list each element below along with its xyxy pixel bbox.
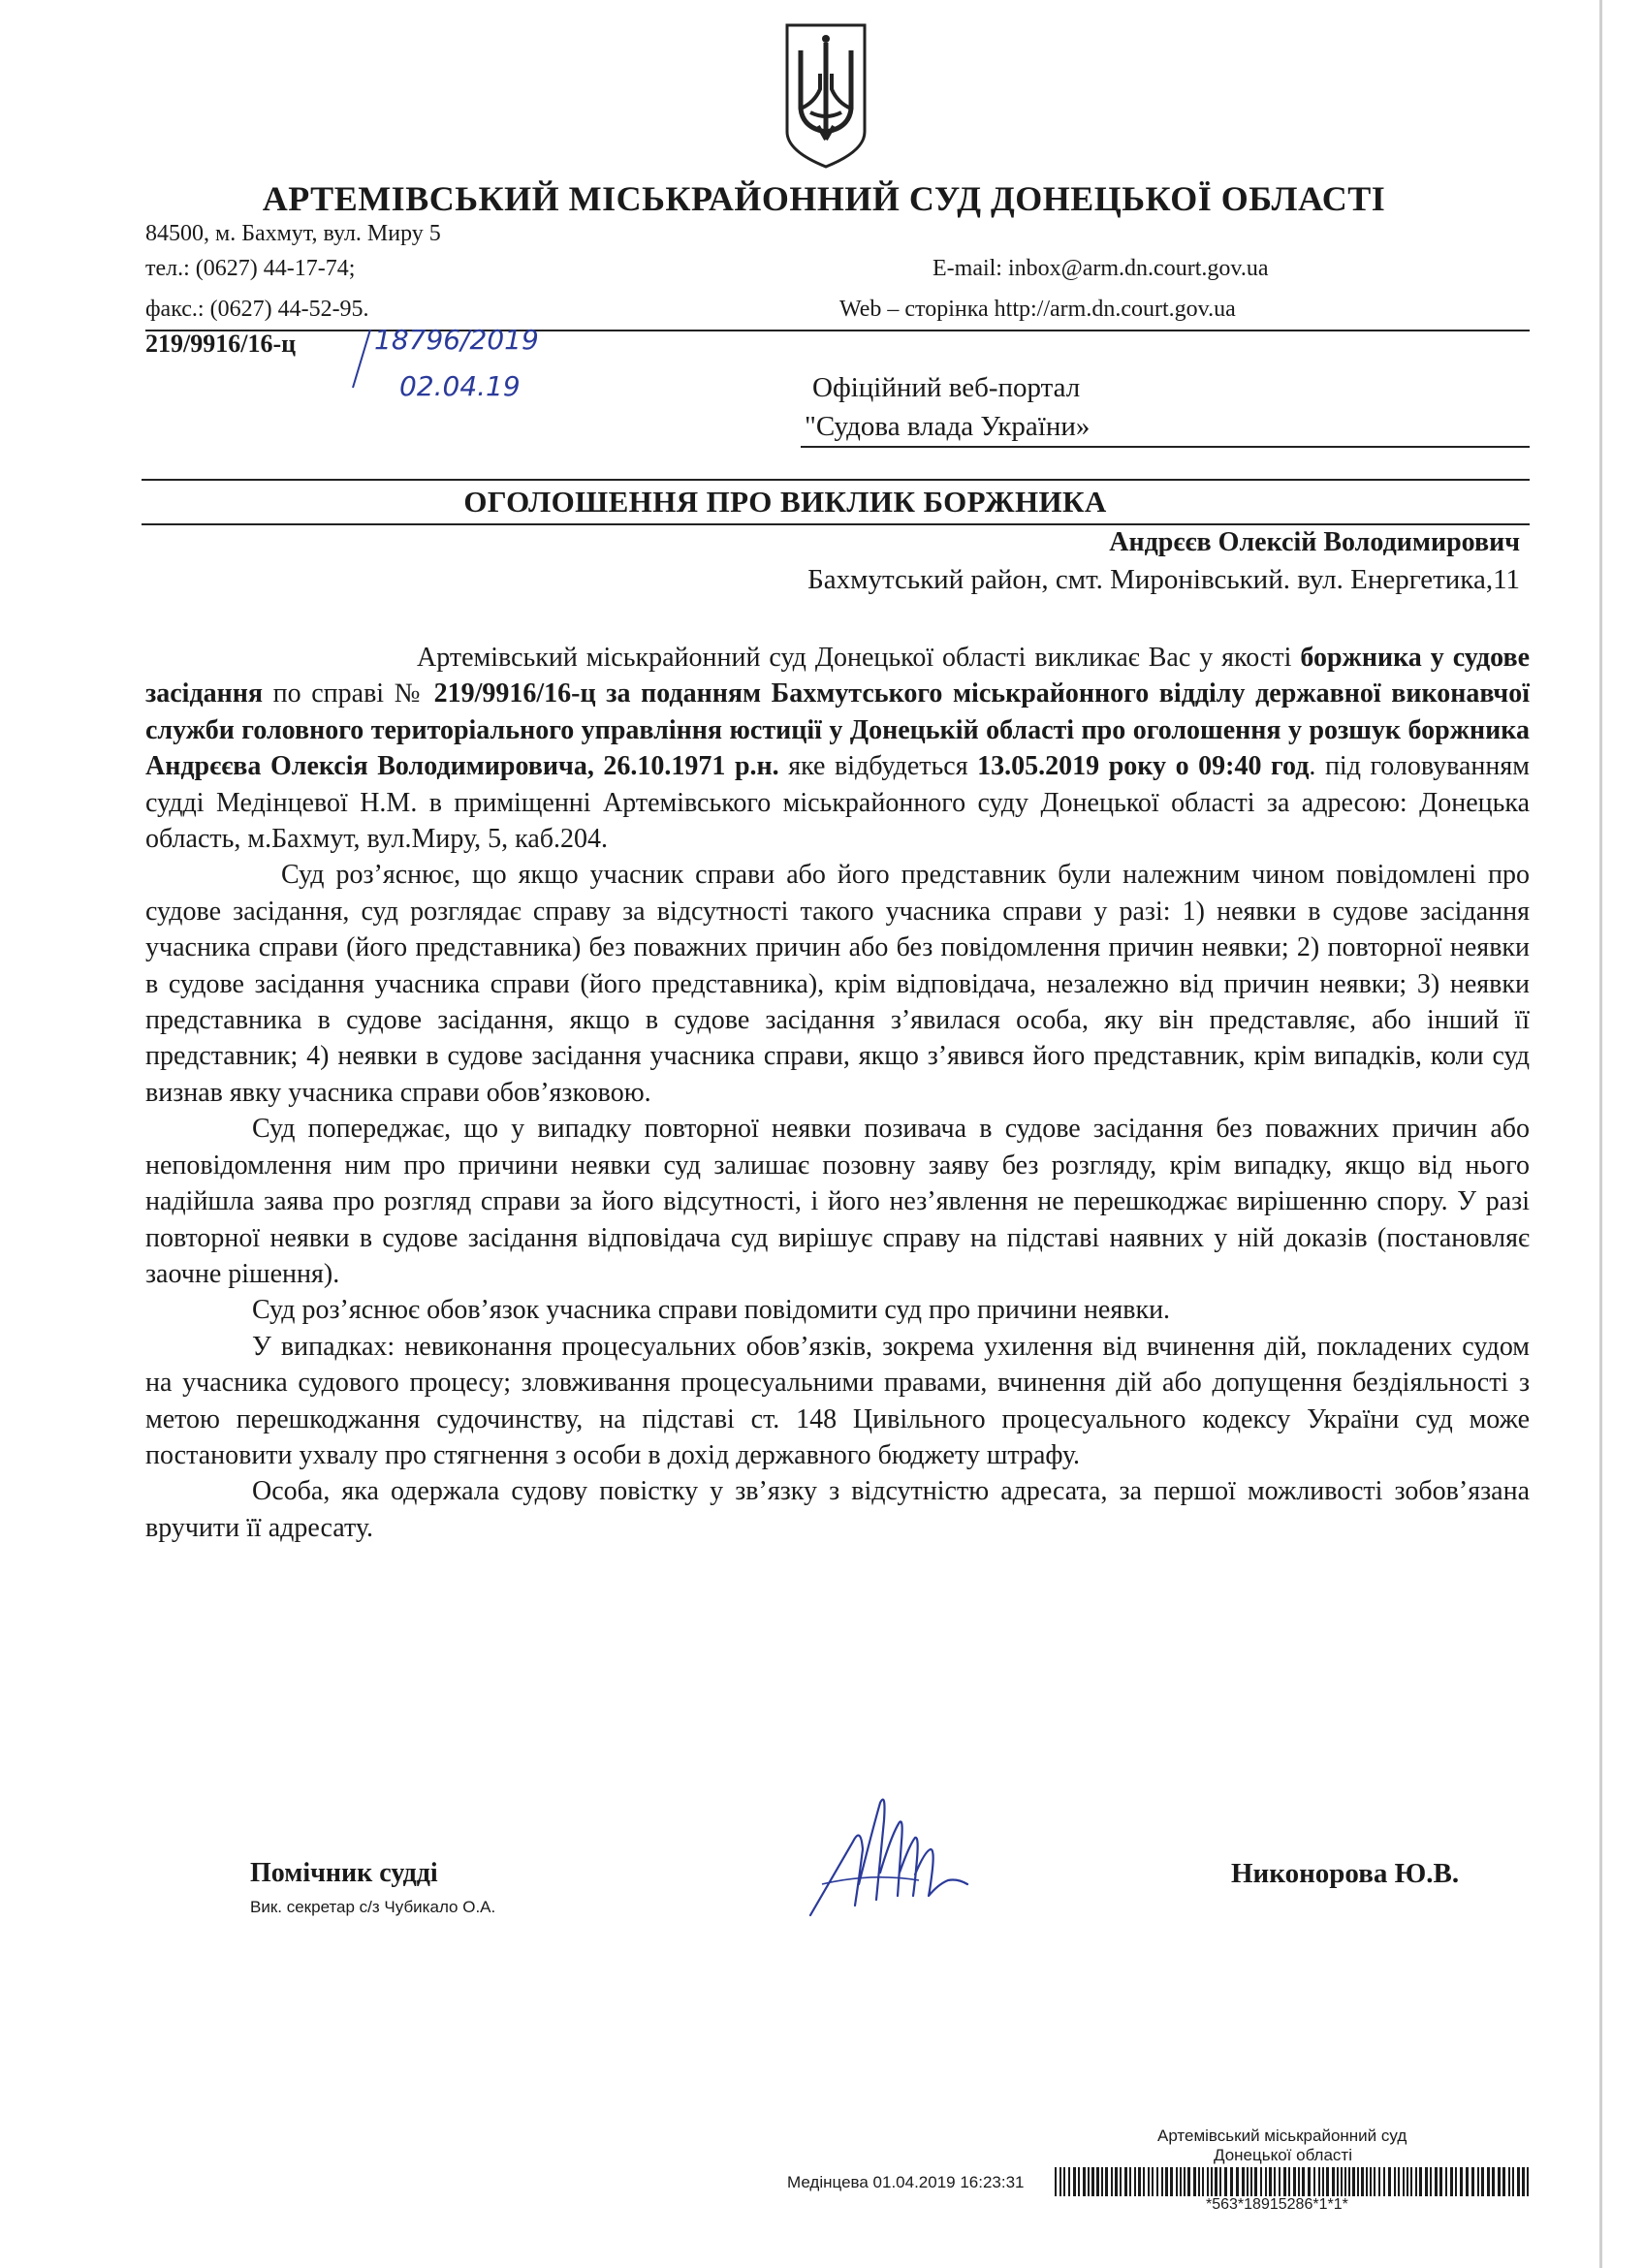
document-title: ОГОЛОШЕННЯ ПРО ВИКЛИК БОРЖНИКА [463, 485, 1107, 519]
paragraph-absence-rules: Суд роз’яснює, що якщо учасник справи або його представник були належним чином повідомлені про судове засідання, суд розглядає справу за відсутності такого учасника справи у разі: 1) неявки в судове засідання учасника справи (його представника) без поважних причин або без повідомлення причин неявки; 2) повторної неявки в судове засідання учасника справи (його представника), крім відповідача, незалежно від причин неявки; 3) неявки представника в судове засідання, якщо в судове засідання з’явилася особа, яку він представляє, або інший її представник; 4) неявки в судове засідання учасника справи, якщо з’явився його представник, крім випадків, коли суд визнав явку учасника справи обов’язковою. [145, 860, 1530, 1108]
barcode-bar [1374, 2167, 1375, 2196]
barcode-bar [1193, 2167, 1196, 2196]
barcode-bar [1308, 2167, 1311, 2196]
barcode-bar [1293, 2167, 1296, 2196]
barcode-bar [1073, 2167, 1076, 2196]
barcode-bar [1202, 2167, 1204, 2196]
barcode-bar [1517, 2167, 1520, 2196]
barcode-bar [1224, 2167, 1227, 2196]
barcode-bar [1247, 2167, 1249, 2196]
barcode-bar [1388, 2167, 1391, 2196]
coat-of-arms-emblem [781, 17, 870, 171]
barcode-bar [1096, 2167, 1099, 2196]
barcode-bar [1477, 2167, 1479, 2196]
barcode-bar [1460, 2167, 1463, 2196]
barcode-bar [1134, 2167, 1136, 2196]
barcode-bar [1450, 2167, 1453, 2196]
barcode-bar [1337, 2167, 1339, 2196]
barcode-bar [1370, 2167, 1372, 2196]
barcode-bar [1466, 2167, 1469, 2196]
handwritten-signature [803, 1791, 977, 1927]
barcode-bar [1279, 2167, 1280, 2196]
barcode-bar [1435, 2167, 1438, 2196]
barcode-bar [1341, 2167, 1343, 2196]
court-phone: тел.: (0627) 44-17-74; [145, 256, 356, 281]
barcode-bar [1288, 2167, 1290, 2196]
title-top-rule [142, 479, 1530, 481]
barcode-bar [1283, 2167, 1286, 2196]
barcode-bar [1352, 2167, 1355, 2196]
barcode-bar [1111, 2167, 1113, 2196]
executor-note: Вик. секретар с/з Чубикало О.А. [250, 1898, 496, 1916]
signatory-title: Помічник судді [250, 1858, 438, 1888]
barcode-bar [1242, 2167, 1245, 2196]
barcode-bar [1101, 2167, 1103, 2196]
barcode-bar [1124, 2167, 1127, 2196]
document-body [145, 640, 1530, 1546]
paragraph-delivery: Особа, яка одержала судову повістку у зв’язку з відсутністю адресата, за першої можливості зобов’язана вручити її адресату. [145, 1476, 1530, 1543]
barcode-bar [1508, 2167, 1510, 2196]
barcode-bar [1068, 2167, 1070, 2196]
barcode-bar [1302, 2167, 1305, 2196]
handwritten-slash [347, 326, 376, 394]
stamp-court-line-1: Артемівський міськрайонний суд [1157, 2126, 1407, 2145]
barcode-bar [1088, 2167, 1090, 2196]
barcode-bar [1322, 2167, 1324, 2196]
barcode-bar [1138, 2167, 1141, 2196]
barcode-bar [1487, 2167, 1490, 2196]
barcode-bar [1083, 2167, 1086, 2196]
barcode-bar [1129, 2167, 1131, 2196]
barcode-bar [1398, 2167, 1400, 2196]
stamp-operator-timestamp: Медінцева 01.04.2019 16:23:31 [787, 2173, 1025, 2191]
barcode-bar [1348, 2167, 1350, 2196]
barcode-bar [1156, 2167, 1158, 2196]
barcode-bar [1161, 2167, 1163, 2196]
barcode-bar [1269, 2167, 1272, 2196]
barcode-bar [1148, 2167, 1150, 2196]
barcode-bar [1344, 2167, 1346, 2196]
barcode-bar [1445, 2167, 1447, 2196]
barcode-bar [1502, 2167, 1505, 2196]
court-fax: факс.: (0627) 44-52-95. [145, 297, 369, 322]
barcode-bar [1366, 2167, 1368, 2196]
barcode-bar [1492, 2167, 1495, 2196]
addressee-address: Бахмутський район, смт. Миронівський. вул. Енергетика,11 [807, 564, 1520, 595]
recipient-line-2: "Судова влада України» [805, 411, 1091, 442]
paragraph-duty: Суд роз’яснює обов’язок учасника справи повідомити суд про причини неявки. [252, 1295, 1171, 1326]
barcode-bar [1415, 2167, 1417, 2196]
barcode-bar [1078, 2167, 1080, 2196]
barcode-bar [1091, 2167, 1094, 2196]
barcode-bar [1152, 2167, 1154, 2196]
recipient-rule [801, 446, 1530, 448]
barcode-bar [1260, 2167, 1262, 2196]
barcode-bar [1165, 2167, 1168, 2196]
handwritten-outgoing-number: 18796/2019 [374, 324, 539, 356]
addressee-name: Андрєєв Олексій Володимирович [1109, 527, 1520, 557]
barcode-bar [1236, 2167, 1239, 2196]
barcode-bar [1498, 2167, 1501, 2196]
paragraph-warning: Суд попереджає, що у випадку повторної неявки позивача в судове засідання без поважних причин або неповідомлення ним про причини неявки суд залишає позовну заяву без розгляду, крім випадку, якщо від нього надійшла заява про розгляд справи за його відсутності, і його нез’явлення не перешкоджає вирішенню спору. У разі повторної неявки в судове засідання відповідача суд вирішує справу на підставі наявних у ній доказів (постановляє заочне рішення). [145, 1114, 1530, 1289]
barcode-bar [1184, 2167, 1186, 2196]
court-name: АРТЕМІВСЬКИЙ МІСЬКРАЙОННИЙ СУД ДОНЕЦЬКОЇ ОБЛАСТІ [262, 179, 1386, 218]
barcode-bar [1361, 2167, 1364, 2196]
barcode-bar [1318, 2167, 1320, 2196]
case-number: 219/9916/16-ц [145, 330, 297, 358]
barcode-number: *563*18915286*1*1* [1206, 2196, 1348, 2213]
barcode-bar [1298, 2167, 1300, 2196]
paragraph-penalty: У випадках: невиконання процесуальних обов’язків, зокрема ухилення від вчинення дій, покладених судом на учасника судового процесу; зловживання процесуальними правами, вчинення дій або допущення бездіяльності з метою перешкоджання судочинству, на підставі ст. 148 Цивільного процесуального кодексу України суд може постановити ухвалу про стягнення з особи в дохід державного бюджету штрафу. [145, 1331, 1530, 1470]
barcode-bar [1455, 2167, 1457, 2196]
paragraph-summons: Артемівський міськрайонний суд Донецької області викликає Вас у якості боржника у судове засідання по справі № 219/9916/16-ц за поданням Бахмутського міськрайонного відділу державної виконавчої служби головного територіального управління юстиції у Донецькій області про оголошення у розшук боржника Андрєєва Олексія Володимировича, 26.10.1971 р.н. яке відбудеться 13.05.2019 року о 09:40 год. під головуванням судді Медінцевої Н.М. в приміщенні Артемівського міськрайонного суду Донецької області за адресою: Донецька область, м.Бахмут, вул.Миру, 5, каб.204. [145, 643, 1531, 855]
court-email: E-mail: inbox@arm.dn.court.gov.ua [933, 256, 1269, 281]
barcode-bar [1394, 2167, 1396, 2196]
barcode-bar [1419, 2167, 1422, 2196]
barcode-bar [1215, 2167, 1217, 2196]
barcode-bar [1326, 2167, 1329, 2196]
barcode [1055, 2167, 1532, 2196]
barcode-bar [1425, 2167, 1428, 2196]
barcode-bar [1120, 2167, 1122, 2196]
barcode-bar [1115, 2167, 1118, 2196]
title-bottom-rule [142, 523, 1530, 525]
barcode-bar [1527, 2167, 1529, 2196]
recipient-line-1: Офіційний веб-портал [812, 372, 1081, 403]
barcode-bar [1211, 2167, 1213, 2196]
barcode-bar [1403, 2167, 1405, 2196]
barcode-bar [1063, 2167, 1065, 2196]
signatory-name: Никонорова Ю.В. [1231, 1858, 1460, 1889]
court-website: Web – сторінка http://arm.dn.court.gov.ua [839, 297, 1236, 322]
barcode-bar [1274, 2167, 1276, 2196]
barcode-bar [1250, 2167, 1252, 2196]
barcode-bar [1170, 2167, 1173, 2196]
barcode-bar [1059, 2167, 1061, 2196]
barcode-bar [1180, 2167, 1182, 2196]
barcode-bar [1105, 2167, 1108, 2196]
court-address: 84500, м. Бахмут, вул. Миру 5 [145, 221, 441, 246]
barcode-bar [1176, 2167, 1178, 2196]
barcode-bar [1187, 2167, 1190, 2196]
barcode-bar [1378, 2167, 1380, 2196]
barcode-bar [1471, 2167, 1474, 2196]
barcode-bar [1332, 2167, 1335, 2196]
barcode-bar [1481, 2167, 1484, 2196]
barcode-bar [1254, 2167, 1257, 2196]
barcode-bar [1512, 2167, 1514, 2196]
barcode-bar [1383, 2167, 1385, 2196]
barcode-bar [1313, 2167, 1315, 2196]
barcode-bar [1198, 2167, 1200, 2196]
barcode-bar [1410, 2167, 1412, 2196]
handwritten-date: 02.04.19 [399, 370, 521, 402]
barcode-bar [1439, 2167, 1442, 2196]
barcode-bar [1357, 2167, 1359, 2196]
barcode-bar [1265, 2167, 1267, 2196]
barcode-bar [1430, 2167, 1432, 2196]
barcode-bar [1055, 2167, 1057, 2196]
barcode-bar [1207, 2167, 1209, 2196]
barcode-bar [1143, 2167, 1145, 2196]
scan-edge-line [1599, 0, 1602, 2268]
stamp-court-line-2: Донецької області [1214, 2146, 1352, 2164]
barcode-bar [1407, 2167, 1408, 2196]
barcode-bar [1230, 2167, 1233, 2196]
barcode-bar [1219, 2167, 1221, 2196]
barcode-bar [1522, 2167, 1525, 2196]
